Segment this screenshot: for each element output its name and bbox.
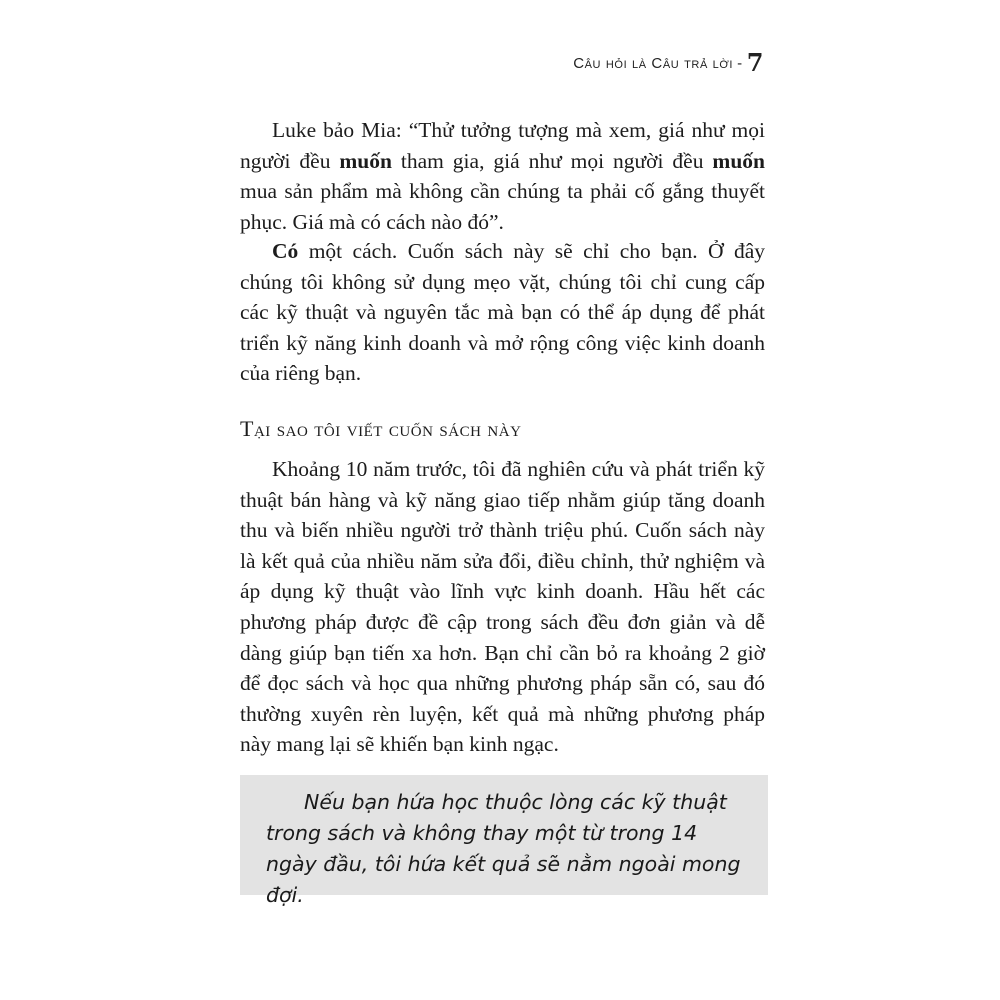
paragraph-why-written <box>240 454 765 760</box>
running-head-separator: - <box>737 55 743 72</box>
running-head <box>573 48 764 77</box>
emphasis-word: muốn <box>712 148 765 173</box>
running-head-title: Câu hỏi là Câu trả lời <box>573 55 734 72</box>
emphasis-word: Có <box>272 239 299 263</box>
paragraph-text: Khoảng 10 năm trước, tôi đã nghiên cứu và phát triển kỹ thuật bán hàng và kỹ năng giao tiếp nhằm giúp tăng doanh thu và biến nhiều người trở thành triệu phú. Cuốn sách này là kết quả của nhiều năm sửa đổi, điều chỉnh, thử nghiệm và áp dụng kỹ thuật vào lĩnh vực kinh doanh. Hầu hết các phương pháp được đề cập trong sách đều đơn giản và dễ dàng giúp bạn tiến xa hơn. Bạn chỉ cần bỏ ra khoảng 2 giờ để đọc sách và học qua những phương pháp sẵn có, sau đó thường xuyên rèn luyện, kết quả mà những phương pháp này mang lại sẽ khiến bạn kinh ngạc. <box>240 457 765 757</box>
paragraph-luke-quote <box>240 115 765 237</box>
emphasis-word: muốn <box>339 148 392 173</box>
paragraph-segment: Luke bảo Mia: “Thử tưởng tượng mà xem, giá như mọi người đều <box>240 118 765 173</box>
paragraph-segment: mua sản phẩm mà không cần chúng ta phải cố gắng thuyết phục. Giá mà có cách nào đó”. <box>240 179 765 234</box>
page-number: 7 <box>746 48 764 77</box>
callout-box <box>240 775 768 907</box>
callout-text: Nếu bạn hứa học thuộc lòng các kỹ thuật trong sách và không thay một từ trong 14 ngày đầu, tôi hứa kết quả sẽ nằm ngoài mong đợi. <box>266 790 741 907</box>
section-heading: Tại sao tôi viết cuốn sách này <box>240 416 522 441</box>
paragraph-text <box>240 236 765 389</box>
paragraph-one-way <box>240 236 765 389</box>
paragraph-text <box>240 115 765 237</box>
paragraph-segment: một cách. Cuốn sách này sẽ chỉ cho bạn. Ở đây chúng tôi không sử dụng mẹo vặt, chúng tôi chỉ cung cấp các kỹ thuật và nguyên tắc mà bạn có thể áp dụng để phát triển kỹ năng kinh doanh và mở rộng công việc kinh doanh của riêng bạn. <box>240 239 765 386</box>
paragraph-segment: tham gia, giá như mọi người đều <box>391 148 713 173</box>
